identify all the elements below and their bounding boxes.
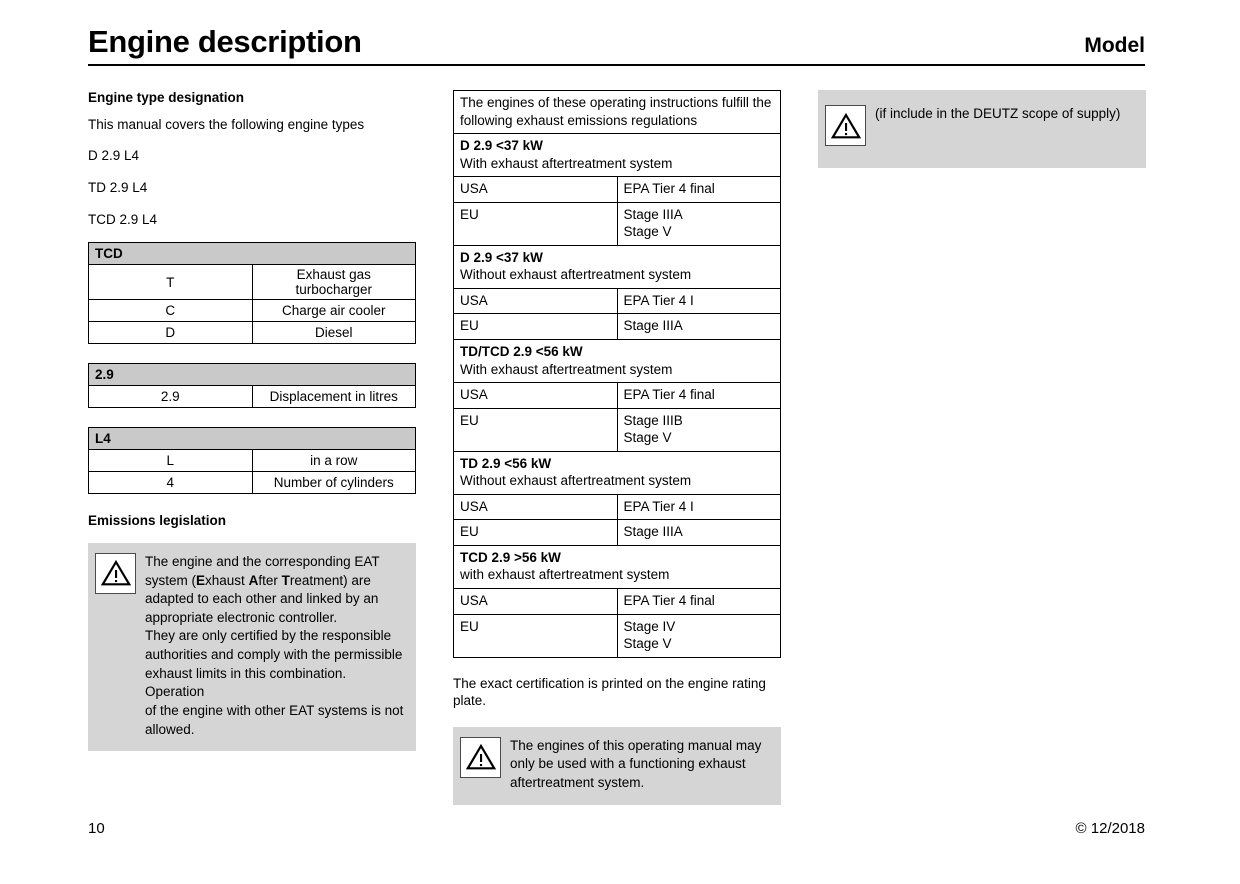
- group-subtitle: Without exhaust aftertreatment system: [460, 267, 692, 283]
- paragraph-intro: This manual covers the following engine types: [88, 116, 365, 132]
- table-cell-key: 2.9: [89, 386, 253, 408]
- table-row-group-header: [454, 245, 781, 288]
- group-title: D 2.9 <37 kW: [460, 138, 543, 154]
- note-line: The engines of this operating manual may: [510, 737, 762, 753]
- table-row: [454, 202, 781, 245]
- note-line: They are only certified by the responsible: [145, 628, 392, 644]
- group-header-cell: [454, 340, 781, 383]
- value-cell: [617, 589, 781, 615]
- note-line: appropriate electronic controller.: [145, 609, 338, 625]
- group-title: TCD 2.9 >56 kW: [460, 549, 561, 565]
- table-row: [454, 314, 781, 340]
- value-line: Stage V: [623, 636, 672, 652]
- note-line: only be used with a functioning exhaust: [510, 756, 746, 772]
- heading-emissions-legislation: Emissions legislation: [88, 513, 227, 529]
- group-title: D 2.9 <37 kW: [460, 249, 543, 265]
- table-emissions-regulations: [453, 90, 781, 658]
- warning-triangle-icon: [95, 553, 136, 594]
- note-line: allowed.: [145, 721, 195, 737]
- table-row: [454, 383, 781, 409]
- table-row: [454, 589, 781, 615]
- table-row: [454, 520, 781, 546]
- table-row: [454, 288, 781, 314]
- region-cell: EU: [454, 520, 618, 546]
- value-line: EPA Tier 4 I: [623, 498, 694, 514]
- table-header-row: [89, 364, 416, 386]
- value-line: EPA Tier 4 final: [623, 387, 715, 403]
- page-footer: [88, 820, 1145, 837]
- region-cell: EU: [454, 614, 618, 657]
- table-displacement: [88, 363, 416, 408]
- table-row: [89, 265, 416, 300]
- paragraph-exact-certification: The exact certification is printed on the engine rating plate.: [453, 675, 766, 709]
- table-cell-key: T: [89, 265, 253, 300]
- table-tcd: [88, 242, 416, 344]
- note-text-functioning-exhaust: [510, 736, 761, 793]
- note-text-deutz-scope: [875, 104, 1120, 124]
- value-cell: [617, 408, 781, 451]
- note-box-eat-system: [88, 543, 416, 751]
- note-box-deutz-scope: [818, 90, 1146, 168]
- value-line: EPA Tier 4 final: [623, 181, 715, 197]
- value-line: Stage IIIA: [623, 524, 683, 540]
- page-number: 10: [88, 820, 105, 837]
- table-intro-cell: The engines of these operating instructions fulfill the following exhaust emissions regulations: [454, 91, 781, 134]
- region-cell: USA: [454, 177, 618, 203]
- heading-engine-type-designation: Engine type designation: [88, 90, 245, 105]
- region-cell: USA: [454, 288, 618, 314]
- warning-triangle-icon: [460, 737, 501, 778]
- region-cell: USA: [454, 494, 618, 520]
- engine-type-1: D 2.9 L4: [88, 148, 140, 164]
- table-row: [454, 494, 781, 520]
- note-text-eat-system: [145, 552, 406, 739]
- note-line: adapted to each other and linked by an: [145, 591, 379, 607]
- group-header-cell: [454, 451, 781, 494]
- value-cell: [617, 383, 781, 409]
- table-cell-value: Diesel: [252, 322, 416, 344]
- table-cell-key: 4: [89, 472, 253, 494]
- middle-column: [453, 90, 781, 805]
- value-line: Stage V: [623, 224, 672, 240]
- value-line: EPA Tier 4 I: [623, 292, 694, 308]
- note-line-eat-expansion: system (Exhaust After Treatment) are: [145, 572, 371, 588]
- table-row: [454, 177, 781, 203]
- note-box-functioning-exhaust: [453, 727, 781, 805]
- group-header-cell: [454, 545, 781, 588]
- table-header-row: [89, 243, 416, 265]
- table-row-group-header: [454, 451, 781, 494]
- value-line: EPA Tier 4 final: [623, 593, 715, 609]
- value-cell: [617, 202, 781, 245]
- table-displacement-header: 2.9: [89, 364, 416, 386]
- value-cell: [617, 288, 781, 314]
- table-row: [89, 450, 416, 472]
- left-column: [88, 90, 416, 751]
- region-cell: EU: [454, 202, 618, 245]
- region-cell: EU: [454, 314, 618, 340]
- warning-triangle-icon: [825, 105, 866, 146]
- table-layout: [88, 427, 416, 494]
- table-cell-key: C: [89, 300, 253, 322]
- group-title: TD/TCD 2.9 <56 kW: [460, 344, 583, 360]
- table-cell-value: Exhaust gas turbocharger: [252, 265, 416, 300]
- value-cell: [617, 520, 781, 546]
- group-subtitle: with exhaust aftertreatment system: [460, 567, 670, 583]
- table-tcd-header: TCD: [89, 243, 416, 265]
- table-row: [89, 322, 416, 344]
- note-line: The engine and the corresponding EAT: [145, 553, 380, 569]
- note-line: of the engine with other EAT systems is not: [145, 702, 404, 718]
- table-cell-key: D: [89, 322, 253, 344]
- table-layout-header: L4: [89, 428, 416, 450]
- value-line: Stage V: [623, 430, 672, 446]
- region-cell: USA: [454, 383, 618, 409]
- table-row-group-header: [454, 340, 781, 383]
- engine-type-3: TCD 2.9 L4: [88, 211, 158, 227]
- table-cell-key: L: [89, 450, 253, 472]
- value-line: Stage IV: [623, 618, 676, 634]
- table-row: [454, 614, 781, 657]
- value-line: Stage IIIA: [623, 318, 683, 334]
- note-line: (if include in the DEUTZ scope of supply): [875, 106, 1121, 121]
- table-cell-value: in a row: [252, 450, 416, 472]
- page-header: [88, 26, 1145, 66]
- table-cell-value: Displacement in litres: [252, 386, 416, 408]
- note-line: authorities and comply with the permissible: [145, 647, 403, 663]
- value-cell: [617, 314, 781, 340]
- group-header-cell: [454, 134, 781, 177]
- table-row: [89, 386, 416, 408]
- table-row: [89, 300, 416, 322]
- table-cell-value: Charge air cooler: [252, 300, 416, 322]
- page-title: Engine description: [88, 24, 362, 59]
- table-row: [454, 408, 781, 451]
- table-row: [89, 472, 416, 494]
- group-header-cell: [454, 245, 781, 288]
- region-cell: EU: [454, 408, 618, 451]
- table-row-intro: [454, 91, 781, 134]
- engine-type-2: TD 2.9 L4: [88, 179, 148, 195]
- group-title: TD 2.9 <56 kW: [460, 455, 552, 471]
- note-line: aftertreatment system.: [510, 775, 645, 791]
- note-line: exhaust limits in this combination. Operation: [145, 665, 347, 700]
- group-subtitle: Without exhaust aftertreatment system: [460, 473, 692, 489]
- value-cell: [617, 177, 781, 203]
- value-cell: [617, 494, 781, 520]
- region-cell: USA: [454, 589, 618, 615]
- value-cell: [617, 614, 781, 657]
- header-divider: [88, 64, 1145, 66]
- table-header-row: [89, 428, 416, 450]
- value-line: Stage IIIA: [623, 206, 683, 222]
- copyright-label: © 12/2018: [1075, 820, 1145, 837]
- group-subtitle: With exhaust aftertreatment system: [460, 155, 673, 171]
- table-row-group-header: [454, 134, 781, 177]
- table-row-group-header: [454, 545, 781, 588]
- group-subtitle: With exhaust aftertreatment system: [460, 361, 673, 377]
- header-row: [88, 26, 1145, 59]
- right-column: [818, 90, 1146, 168]
- table-cell-value: Number of cylinders: [252, 472, 416, 494]
- header-model-label: Model: [1084, 34, 1145, 57]
- value-line: Stage IIIB: [623, 412, 683, 428]
